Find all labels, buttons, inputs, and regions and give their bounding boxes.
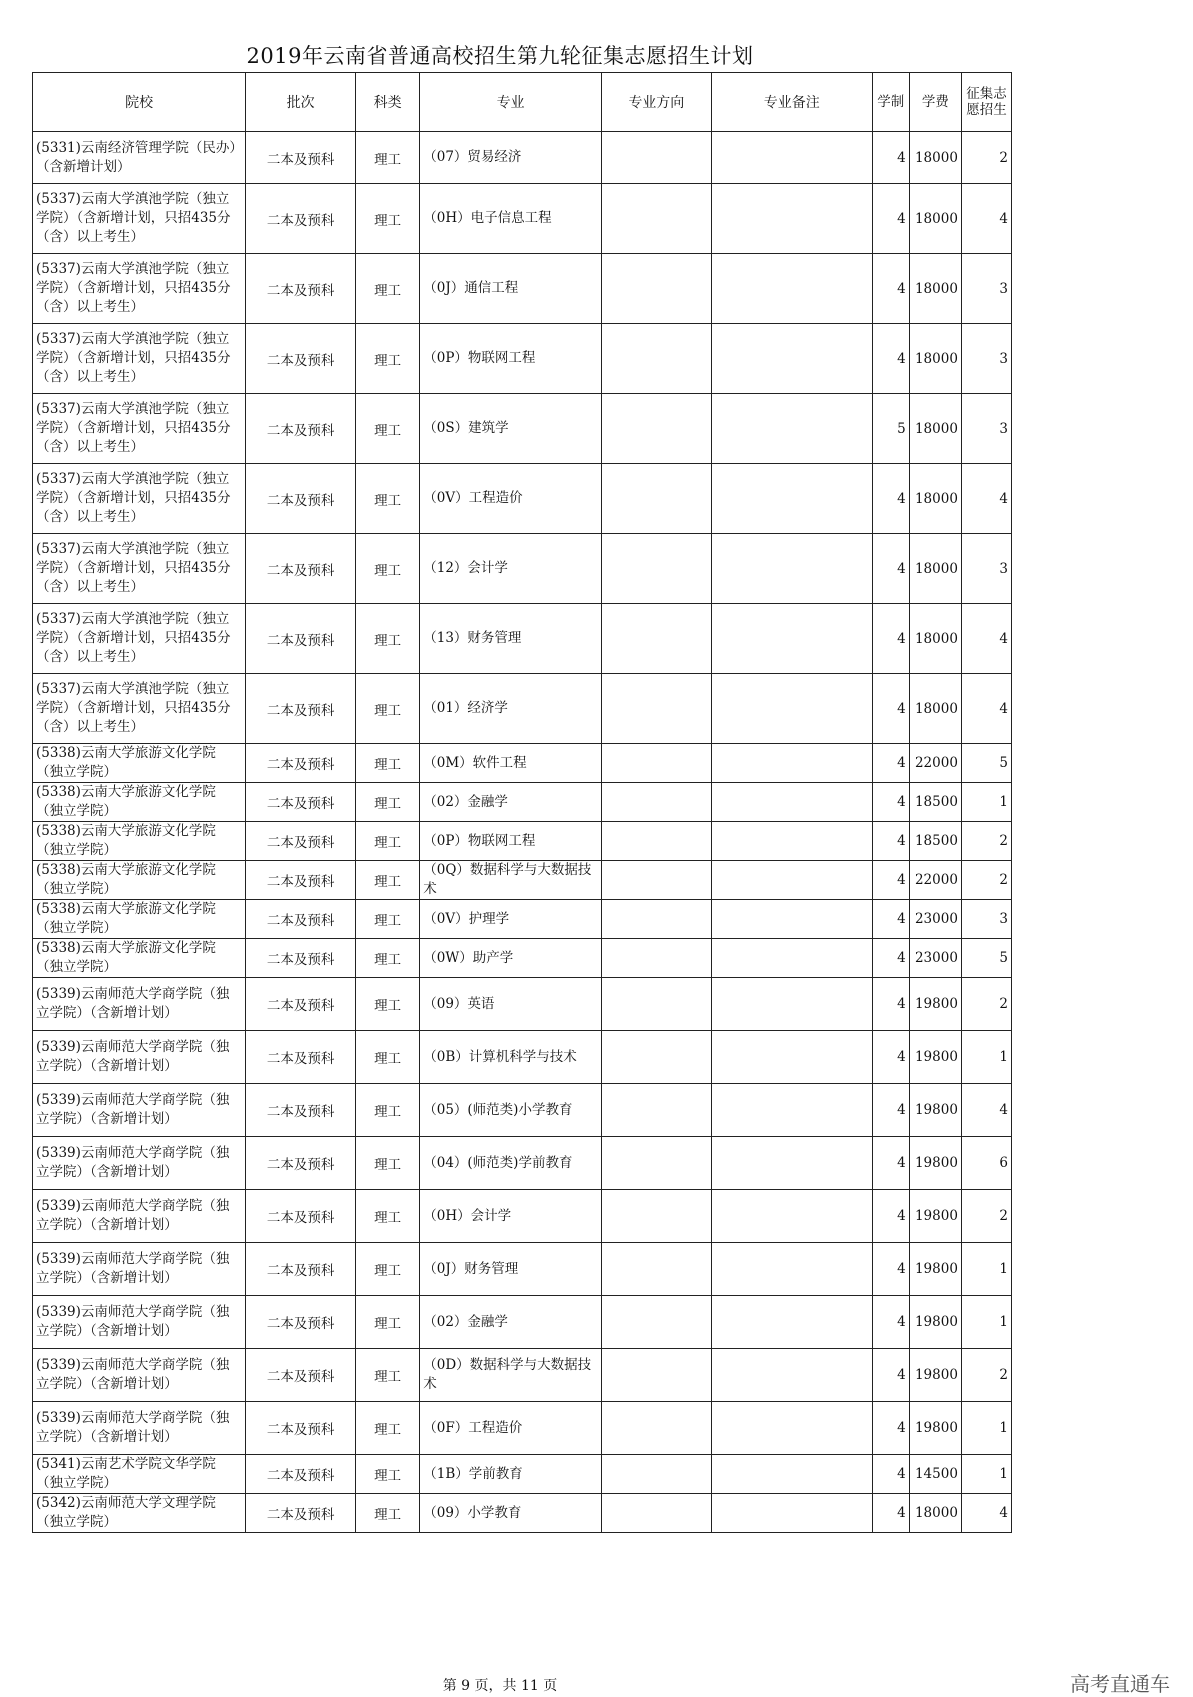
row-direction bbox=[601, 1402, 711, 1455]
row-fee: 22000 bbox=[909, 861, 961, 900]
row-quota: 1 bbox=[961, 1243, 1011, 1296]
row-note bbox=[711, 254, 872, 324]
row-batch: 二本及预科 bbox=[246, 604, 356, 674]
watermark-logo: 高考直通车 bbox=[1070, 1672, 1170, 1696]
row-batch: 二本及预科 bbox=[246, 534, 356, 604]
table-row bbox=[33, 783, 1012, 822]
row-batch: 二本及预科 bbox=[246, 1084, 356, 1137]
row-school: (5338)云南大学旅游文化学院（独立学院） bbox=[33, 744, 246, 783]
row-years: 4 bbox=[872, 464, 909, 534]
row-major: （0D）数据科学与大数据技术 bbox=[420, 1349, 602, 1402]
row-category: 理工 bbox=[356, 1455, 420, 1494]
table-row bbox=[33, 1455, 1012, 1494]
row-years: 4 bbox=[872, 1455, 909, 1494]
row-major: （13）财务管理 bbox=[420, 604, 602, 674]
header-direction: 专业方向 bbox=[601, 73, 711, 132]
row-quota: 4 bbox=[961, 464, 1011, 534]
row-quota: 6 bbox=[961, 1137, 1011, 1190]
row-category: 理工 bbox=[356, 939, 420, 978]
row-years: 4 bbox=[872, 1031, 909, 1084]
row-category: 理工 bbox=[356, 674, 420, 744]
row-years: 4 bbox=[872, 254, 909, 324]
row-batch: 二本及预科 bbox=[246, 1137, 356, 1190]
row-school: (5337)云南大学滇池学院（独立学院）（含新增计划，只招435分（含）以上考生） bbox=[33, 604, 246, 674]
row-major: （0V）护理学 bbox=[420, 900, 602, 939]
table-row bbox=[33, 184, 1012, 254]
row-quota: 2 bbox=[961, 822, 1011, 861]
row-major: （0J）通信工程 bbox=[420, 254, 602, 324]
row-note bbox=[711, 184, 872, 254]
row-school: (5338)云南大学旅游文化学院（独立学院） bbox=[33, 861, 246, 900]
row-quota: 3 bbox=[961, 324, 1011, 394]
table-row bbox=[33, 324, 1012, 394]
row-direction bbox=[601, 1190, 711, 1243]
row-category: 理工 bbox=[356, 1402, 420, 1455]
row-category: 理工 bbox=[356, 861, 420, 900]
table-row bbox=[33, 132, 1012, 184]
row-category: 理工 bbox=[356, 978, 420, 1031]
row-major: （12）会计学 bbox=[420, 534, 602, 604]
row-school: (5337)云南大学滇池学院（独立学院）（含新增计划，只招435分（含）以上考生） bbox=[33, 674, 246, 744]
row-note bbox=[711, 900, 872, 939]
row-quota: 1 bbox=[961, 783, 1011, 822]
row-batch: 二本及预科 bbox=[246, 1243, 356, 1296]
row-category: 理工 bbox=[356, 1190, 420, 1243]
row-fee: 18000 bbox=[909, 254, 961, 324]
row-major: （05）(师范类)小学教育 bbox=[420, 1084, 602, 1137]
row-school: (5338)云南大学旅游文化学院（独立学院） bbox=[33, 822, 246, 861]
row-batch: 二本及预科 bbox=[246, 861, 356, 900]
row-years: 4 bbox=[872, 900, 909, 939]
row-note bbox=[711, 394, 872, 464]
row-category: 理工 bbox=[356, 132, 420, 184]
row-fee: 19800 bbox=[909, 1243, 961, 1296]
row-note bbox=[711, 744, 872, 783]
table-row bbox=[33, 822, 1012, 861]
row-fee: 18500 bbox=[909, 822, 961, 861]
table-row bbox=[33, 939, 1012, 978]
row-major: （02）金融学 bbox=[420, 1296, 602, 1349]
row-major: （02）金融学 bbox=[420, 783, 602, 822]
row-major: （0B）计算机科学与技术 bbox=[420, 1031, 602, 1084]
row-fee: 18000 bbox=[909, 184, 961, 254]
row-major: （0P）物联网工程 bbox=[420, 822, 602, 861]
row-direction bbox=[601, 1243, 711, 1296]
row-major: （04）(师范类)学前教育 bbox=[420, 1137, 602, 1190]
row-major: （09）小学教育 bbox=[420, 1494, 602, 1533]
row-years: 4 bbox=[872, 132, 909, 184]
row-major: （0H）会计学 bbox=[420, 1190, 602, 1243]
row-quota: 2 bbox=[961, 1190, 1011, 1243]
row-school: (5331)云南经济管理学院（民办）（含新增计划） bbox=[33, 132, 246, 184]
admission-plan-table bbox=[32, 72, 1012, 1533]
row-batch: 二本及预科 bbox=[246, 1296, 356, 1349]
row-school: (5339)云南师范大学商学院（独立学院）（含新增计划） bbox=[33, 978, 246, 1031]
row-quota: 5 bbox=[961, 939, 1011, 978]
row-note bbox=[711, 1296, 872, 1349]
row-quota: 4 bbox=[961, 604, 1011, 674]
row-note bbox=[711, 324, 872, 394]
row-quota: 3 bbox=[961, 254, 1011, 324]
row-category: 理工 bbox=[356, 1031, 420, 1084]
header-years: 学制 bbox=[872, 73, 909, 132]
table-row bbox=[33, 1084, 1012, 1137]
row-direction bbox=[601, 822, 711, 861]
row-years: 4 bbox=[872, 978, 909, 1031]
row-category: 理工 bbox=[356, 1137, 420, 1190]
row-school: (5339)云南师范大学商学院（独立学院）（含新增计划） bbox=[33, 1137, 246, 1190]
row-major: （0Q）数据科学与大数据技术 bbox=[420, 861, 602, 900]
row-school: (5337)云南大学滇池学院（独立学院）（含新增计划，只招435分（含）以上考生） bbox=[33, 184, 246, 254]
row-category: 理工 bbox=[356, 1084, 420, 1137]
row-fee: 18000 bbox=[909, 324, 961, 394]
row-years: 5 bbox=[872, 394, 909, 464]
row-fee: 19800 bbox=[909, 1084, 961, 1137]
header-major: 专业 bbox=[420, 73, 602, 132]
row-years: 4 bbox=[872, 1137, 909, 1190]
row-note bbox=[711, 978, 872, 1031]
row-years: 4 bbox=[872, 783, 909, 822]
row-direction bbox=[601, 254, 711, 324]
row-school: (5338)云南大学旅游文化学院（独立学院） bbox=[33, 939, 246, 978]
row-quota: 3 bbox=[961, 394, 1011, 464]
table-row bbox=[33, 604, 1012, 674]
row-school: (5341)云南艺术学院文华学院（独立学院） bbox=[33, 1455, 246, 1494]
row-note bbox=[711, 861, 872, 900]
row-batch: 二本及预科 bbox=[246, 674, 356, 744]
row-quota: 4 bbox=[961, 1084, 1011, 1137]
row-major: （0J）财务管理 bbox=[420, 1243, 602, 1296]
row-batch: 二本及预科 bbox=[246, 464, 356, 534]
row-direction bbox=[601, 132, 711, 184]
row-direction bbox=[601, 783, 711, 822]
row-fee: 19800 bbox=[909, 1137, 961, 1190]
row-fee: 18000 bbox=[909, 132, 961, 184]
row-note bbox=[711, 1349, 872, 1402]
table-row bbox=[33, 978, 1012, 1031]
row-years: 4 bbox=[872, 604, 909, 674]
row-direction bbox=[601, 324, 711, 394]
row-school: (5339)云南师范大学商学院（独立学院）（含新增计划） bbox=[33, 1084, 246, 1137]
row-category: 理工 bbox=[356, 1349, 420, 1402]
row-category: 理工 bbox=[356, 1296, 420, 1349]
row-note bbox=[711, 1190, 872, 1243]
row-school: (5337)云南大学滇池学院（独立学院）（含新增计划，只招435分（含）以上考生） bbox=[33, 254, 246, 324]
row-quota: 2 bbox=[961, 978, 1011, 1031]
row-category: 理工 bbox=[356, 744, 420, 783]
row-note bbox=[711, 1402, 872, 1455]
row-fee: 19800 bbox=[909, 1349, 961, 1402]
row-major: （0F）工程造价 bbox=[420, 1402, 602, 1455]
row-category: 理工 bbox=[356, 534, 420, 604]
row-fee: 19800 bbox=[909, 1031, 961, 1084]
row-category: 理工 bbox=[356, 1494, 420, 1533]
row-batch: 二本及预科 bbox=[246, 184, 356, 254]
row-major: （0M）软件工程 bbox=[420, 744, 602, 783]
row-years: 4 bbox=[872, 1296, 909, 1349]
row-direction bbox=[601, 394, 711, 464]
row-years: 4 bbox=[872, 744, 909, 783]
header-school: 院校 bbox=[33, 73, 246, 132]
row-quota: 4 bbox=[961, 184, 1011, 254]
row-school: (5339)云南师范大学商学院（独立学院）（含新增计划） bbox=[33, 1402, 246, 1455]
row-direction bbox=[601, 604, 711, 674]
row-fee: 18000 bbox=[909, 464, 961, 534]
row-major: （01）经济学 bbox=[420, 674, 602, 744]
row-category: 理工 bbox=[356, 900, 420, 939]
row-school: (5337)云南大学滇池学院（独立学院）（含新增计划，只招435分（含）以上考生） bbox=[33, 534, 246, 604]
row-direction bbox=[601, 184, 711, 254]
row-category: 理工 bbox=[356, 184, 420, 254]
row-school: (5337)云南大学滇池学院（独立学院）（含新增计划，只招435分（含）以上考生） bbox=[33, 464, 246, 534]
row-years: 4 bbox=[872, 1084, 909, 1137]
row-note bbox=[711, 1137, 872, 1190]
row-direction bbox=[601, 1296, 711, 1349]
row-major: （1B）学前教育 bbox=[420, 1455, 602, 1494]
table-row bbox=[33, 534, 1012, 604]
row-note bbox=[711, 939, 872, 978]
header-batch: 批次 bbox=[246, 73, 356, 132]
table-row bbox=[33, 1402, 1012, 1455]
row-direction bbox=[601, 1031, 711, 1084]
row-direction bbox=[601, 1084, 711, 1137]
row-note bbox=[711, 674, 872, 744]
row-direction bbox=[601, 1137, 711, 1190]
row-fee: 19800 bbox=[909, 978, 961, 1031]
row-years: 4 bbox=[872, 1190, 909, 1243]
header-quota: 征集志愿招生 bbox=[961, 73, 1011, 132]
row-years: 4 bbox=[872, 822, 909, 861]
row-direction bbox=[601, 1455, 711, 1494]
row-quota: 2 bbox=[961, 1349, 1011, 1402]
row-direction bbox=[601, 939, 711, 978]
page-number: 第 9 页，共 11 页 bbox=[442, 1678, 558, 1694]
row-note bbox=[711, 783, 872, 822]
row-batch: 二本及预科 bbox=[246, 1031, 356, 1084]
row-batch: 二本及预科 bbox=[246, 1402, 356, 1455]
row-category: 理工 bbox=[356, 604, 420, 674]
row-batch: 二本及预科 bbox=[246, 132, 356, 184]
row-category: 理工 bbox=[356, 783, 420, 822]
row-major: （0H）电子信息工程 bbox=[420, 184, 602, 254]
row-quota: 5 bbox=[961, 744, 1011, 783]
row-batch: 二本及预科 bbox=[246, 1349, 356, 1402]
row-quota: 2 bbox=[961, 132, 1011, 184]
row-direction bbox=[601, 534, 711, 604]
header-note: 专业备注 bbox=[711, 73, 872, 132]
header-category: 科类 bbox=[356, 73, 420, 132]
row-note bbox=[711, 1494, 872, 1533]
table-row bbox=[33, 1137, 1012, 1190]
row-quota: 1 bbox=[961, 1296, 1011, 1349]
row-fee: 18000 bbox=[909, 394, 961, 464]
row-major: （0S）建筑学 bbox=[420, 394, 602, 464]
table-row bbox=[33, 900, 1012, 939]
row-note bbox=[711, 132, 872, 184]
row-major: （07）贸易经济 bbox=[420, 132, 602, 184]
table-row bbox=[33, 1349, 1012, 1402]
row-school: (5339)云南师范大学商学院（独立学院）（含新增计划） bbox=[33, 1349, 246, 1402]
table-row bbox=[33, 254, 1012, 324]
table-row bbox=[33, 1243, 1012, 1296]
row-major: （0P）物联网工程 bbox=[420, 324, 602, 394]
row-batch: 二本及预科 bbox=[246, 900, 356, 939]
row-years: 4 bbox=[872, 1243, 909, 1296]
row-school: (5337)云南大学滇池学院（独立学院）（含新增计划，只招435分（含）以上考生） bbox=[33, 394, 246, 464]
row-direction bbox=[601, 900, 711, 939]
row-category: 理工 bbox=[356, 324, 420, 394]
row-note bbox=[711, 1455, 872, 1494]
row-batch: 二本及预科 bbox=[246, 1494, 356, 1533]
row-years: 4 bbox=[872, 861, 909, 900]
row-batch: 二本及预科 bbox=[246, 324, 356, 394]
row-school: (5338)云南大学旅游文化学院（独立学院） bbox=[33, 783, 246, 822]
row-fee: 18000 bbox=[909, 1494, 961, 1533]
table-row bbox=[33, 1296, 1012, 1349]
row-direction bbox=[601, 1494, 711, 1533]
row-batch: 二本及预科 bbox=[246, 254, 356, 324]
table-header-row bbox=[33, 73, 1012, 132]
row-school: (5342)云南师范大学文理学院（独立学院） bbox=[33, 1494, 246, 1533]
row-major: （0W）助产学 bbox=[420, 939, 602, 978]
row-school: (5337)云南大学滇池学院（独立学院）（含新增计划，只招435分（含）以上考生） bbox=[33, 324, 246, 394]
table-row bbox=[33, 1190, 1012, 1243]
row-batch: 二本及预科 bbox=[246, 744, 356, 783]
row-note bbox=[711, 1031, 872, 1084]
row-years: 4 bbox=[872, 324, 909, 394]
row-direction bbox=[601, 464, 711, 534]
row-years: 4 bbox=[872, 1402, 909, 1455]
row-quota: 2 bbox=[961, 861, 1011, 900]
table-row bbox=[33, 744, 1012, 783]
row-direction bbox=[601, 1349, 711, 1402]
table-row bbox=[33, 1494, 1012, 1533]
row-note bbox=[711, 822, 872, 861]
header-fee: 学费 bbox=[909, 73, 961, 132]
row-major: （0V）工程造价 bbox=[420, 464, 602, 534]
row-years: 4 bbox=[872, 1494, 909, 1533]
row-note bbox=[711, 604, 872, 674]
row-years: 4 bbox=[872, 184, 909, 254]
row-note bbox=[711, 464, 872, 534]
row-direction bbox=[601, 674, 711, 744]
row-batch: 二本及预科 bbox=[246, 939, 356, 978]
row-batch: 二本及预科 bbox=[246, 394, 356, 464]
row-years: 4 bbox=[872, 939, 909, 978]
row-batch: 二本及预科 bbox=[246, 783, 356, 822]
row-category: 理工 bbox=[356, 1243, 420, 1296]
page-title: 2019年云南省普通高校招生第九轮征集志愿招生计划 bbox=[246, 44, 754, 68]
row-quota: 4 bbox=[961, 1494, 1011, 1533]
row-school: (5339)云南师范大学商学院（独立学院）（含新增计划） bbox=[33, 1190, 246, 1243]
row-years: 4 bbox=[872, 1349, 909, 1402]
row-quota: 3 bbox=[961, 534, 1011, 604]
row-fee: 22000 bbox=[909, 744, 961, 783]
row-batch: 二本及预科 bbox=[246, 1190, 356, 1243]
row-fee: 18000 bbox=[909, 534, 961, 604]
row-fee: 18500 bbox=[909, 783, 961, 822]
row-fee: 14500 bbox=[909, 1455, 961, 1494]
table-row bbox=[33, 394, 1012, 464]
row-note bbox=[711, 1084, 872, 1137]
row-direction bbox=[601, 978, 711, 1031]
table-row bbox=[33, 861, 1012, 900]
row-school: (5339)云南师范大学商学院（独立学院）（含新增计划） bbox=[33, 1243, 246, 1296]
row-fee: 23000 bbox=[909, 900, 961, 939]
table-row bbox=[33, 674, 1012, 744]
row-school: (5339)云南师范大学商学院（独立学院）（含新增计划） bbox=[33, 1296, 246, 1349]
row-major: （09）英语 bbox=[420, 978, 602, 1031]
row-years: 4 bbox=[872, 674, 909, 744]
row-quota: 1 bbox=[961, 1402, 1011, 1455]
table-row bbox=[33, 464, 1012, 534]
row-fee: 19800 bbox=[909, 1190, 961, 1243]
row-batch: 二本及预科 bbox=[246, 978, 356, 1031]
row-note bbox=[711, 1243, 872, 1296]
row-fee: 23000 bbox=[909, 939, 961, 978]
row-category: 理工 bbox=[356, 254, 420, 324]
row-category: 理工 bbox=[356, 464, 420, 534]
row-direction bbox=[601, 861, 711, 900]
table-row bbox=[33, 1031, 1012, 1084]
row-quota: 1 bbox=[961, 1031, 1011, 1084]
row-category: 理工 bbox=[356, 822, 420, 861]
row-fee: 19800 bbox=[909, 1296, 961, 1349]
row-fee: 18000 bbox=[909, 674, 961, 744]
row-batch: 二本及预科 bbox=[246, 1455, 356, 1494]
row-school: (5338)云南大学旅游文化学院（独立学院） bbox=[33, 900, 246, 939]
row-quota: 1 bbox=[961, 1455, 1011, 1494]
row-note bbox=[711, 534, 872, 604]
row-school: (5339)云南师范大学商学院（独立学院）（含新增计划） bbox=[33, 1031, 246, 1084]
row-fee: 19800 bbox=[909, 1402, 961, 1455]
row-fee: 18000 bbox=[909, 604, 961, 674]
row-direction bbox=[601, 744, 711, 783]
row-quota: 4 bbox=[961, 674, 1011, 744]
row-years: 4 bbox=[872, 534, 909, 604]
row-category: 理工 bbox=[356, 394, 420, 464]
row-quota: 3 bbox=[961, 900, 1011, 939]
row-batch: 二本及预科 bbox=[246, 822, 356, 861]
